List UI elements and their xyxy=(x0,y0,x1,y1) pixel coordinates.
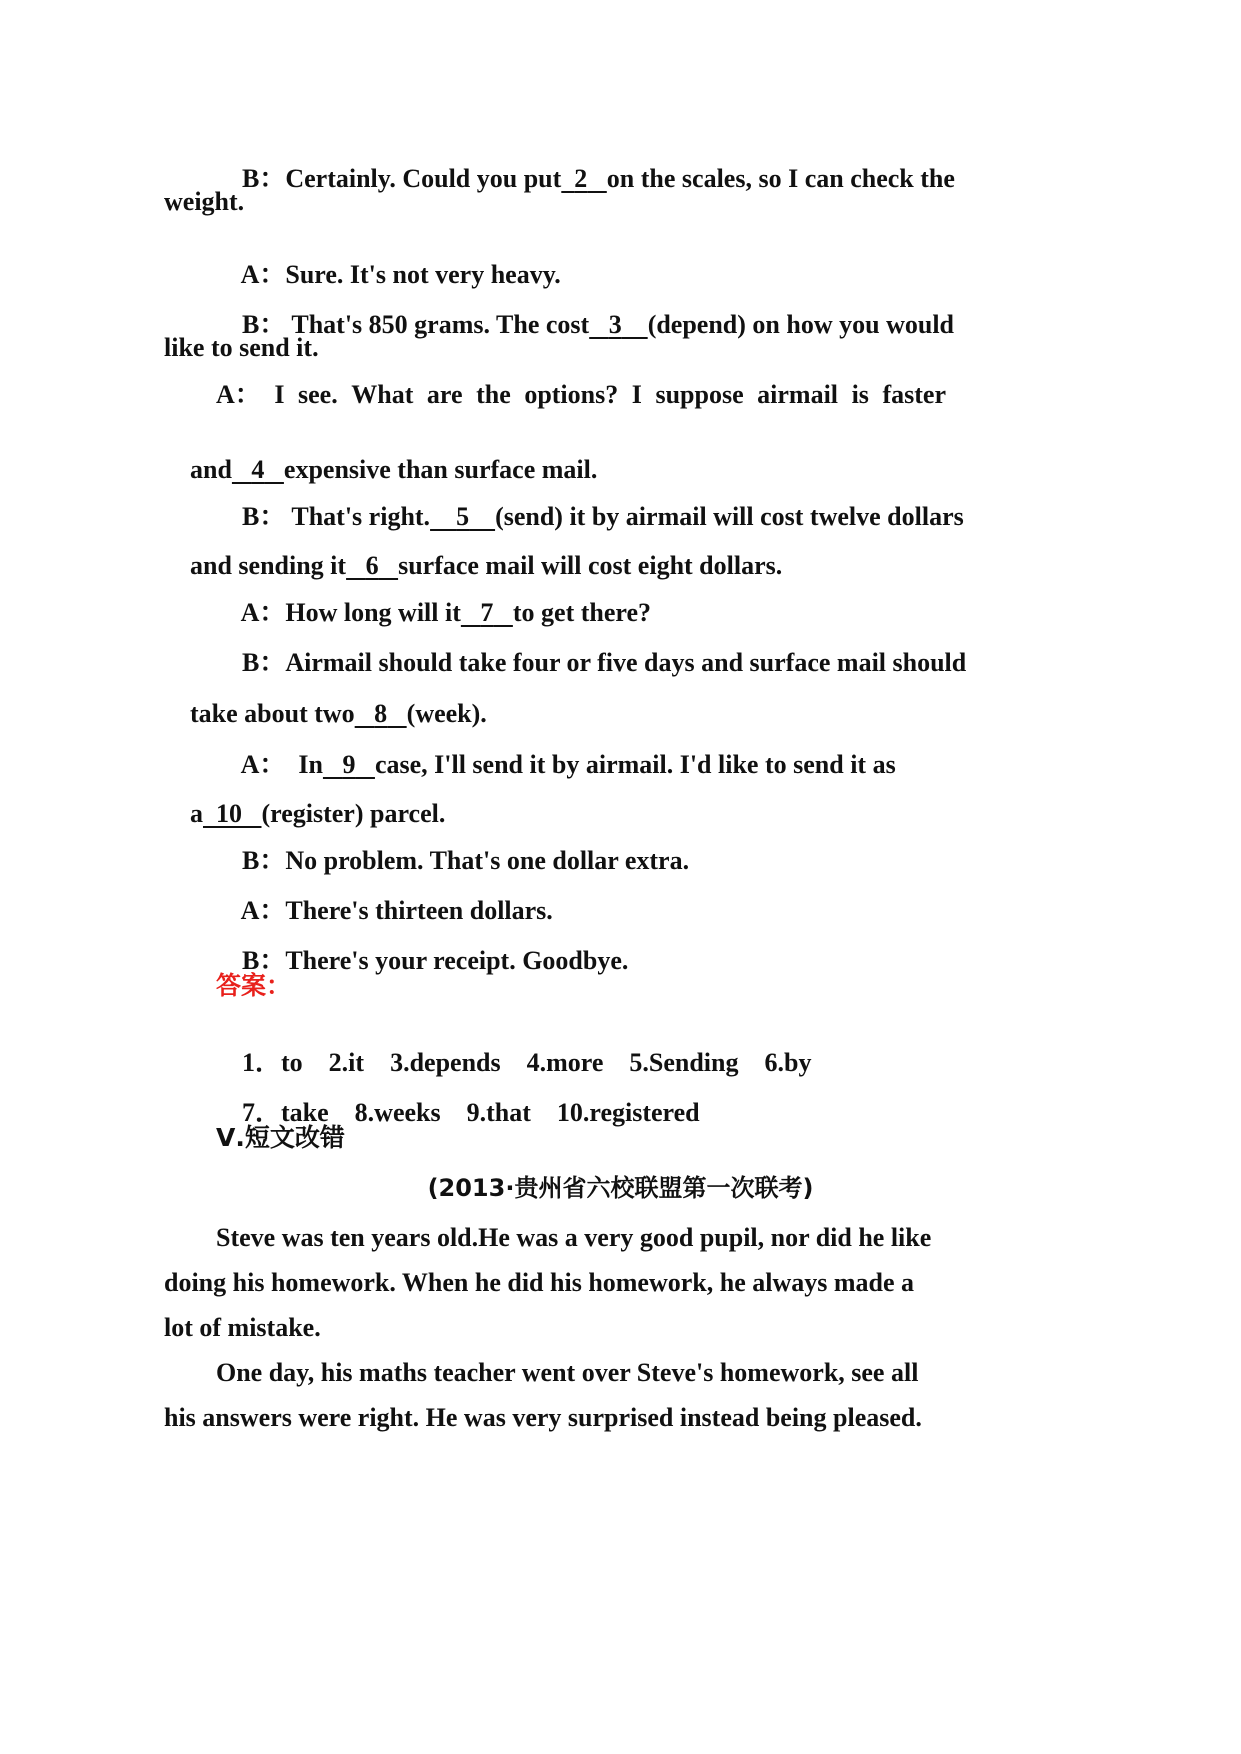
dialog-line: B：Certainly. Could you put 2 on the scales, so I can check the xyxy=(242,164,955,193)
dialog-line: A： I see. What are the options? I suppose airmail is faster xyxy=(216,380,946,409)
source-citation: (2013·贵州省六校联盟第一次联考) xyxy=(427,1174,814,1202)
passage-line: Steve was ten years old.He was a very good pupil, nor did he like xyxy=(216,1223,932,1252)
dialog-line: B：There's your receipt. Goodbye. xyxy=(242,946,629,975)
answer-label: 答案： xyxy=(216,971,292,1000)
speaker-label: B： xyxy=(242,164,286,193)
speaker-label: A： xyxy=(240,260,286,289)
dialog-line: A：There's thirteen dollars. xyxy=(240,896,553,925)
blank-number: 2 xyxy=(574,164,588,193)
speaker-label: A： xyxy=(240,750,286,779)
blank-number: 5 xyxy=(456,502,470,531)
passage-line: lot of mistake. xyxy=(164,1313,321,1342)
dialog-line: B：Airmail should take four or five days and surface mail should xyxy=(242,648,967,677)
dialog-line: A：Sure. It's not very heavy. xyxy=(240,260,561,289)
speaker-label: B： xyxy=(242,310,286,339)
dialog-line: B：No problem. That's one dollar extra. xyxy=(242,846,690,875)
blank-number: 8 xyxy=(374,699,388,728)
speaker-label: B： xyxy=(242,946,286,975)
dialog-line: B： That's right. 5 (send) it by airmail will cost twelve dollars xyxy=(242,502,964,531)
dialog-line-continued: take about two 8 (week). xyxy=(190,699,487,728)
passage-line: One day, his maths teacher went over Steve's homework, see all xyxy=(216,1358,919,1387)
speaker-label: A： xyxy=(240,896,286,925)
speaker-label: A： xyxy=(216,380,261,409)
blank-number: 6 xyxy=(365,551,379,580)
passage-line: doing his homework. When he did his homework, he always made a xyxy=(164,1268,915,1297)
dialog-line: A： In 9 case, I'll send it by airmail. I'd like to send it as xyxy=(240,750,896,779)
speaker-label: B： xyxy=(242,846,286,875)
dialog-line-continued: a 10 (register) parcel. xyxy=(190,799,446,828)
dialog-line-continued: and 4 expensive than surface mail. xyxy=(190,455,598,484)
blank-number: 4 xyxy=(251,455,265,484)
passage-line: his answers were right. He was very surprised instead being pleased. xyxy=(164,1403,922,1432)
dialog-line-continued: weight. xyxy=(164,187,245,216)
blank-number: 7 xyxy=(480,598,494,627)
answer-row: 7．take 8.weeks 9.that 10.registered xyxy=(242,1098,700,1127)
dialog-line: B： That's 850 grams. The cost 3 (depend) on how you would xyxy=(242,310,954,339)
speaker-label: B： xyxy=(242,502,286,531)
answer-row: 1．to 2.it 3.depends 4.more 5.Sending 6.by xyxy=(242,1048,812,1077)
speaker-label: B： xyxy=(242,648,286,677)
dialog-line-continued: like to send it. xyxy=(164,333,319,362)
blank-number: 3 xyxy=(608,310,622,339)
speaker-label: A： xyxy=(240,598,286,627)
dialog-line: A：How long will it 7 to get there? xyxy=(240,598,651,627)
dialog-line-continued: and sending it 6 surface mail will cost eight dollars. xyxy=(190,551,783,580)
section-title: Ⅴ.短文改错 xyxy=(216,1123,345,1152)
blank-number: 10 xyxy=(216,799,242,828)
blank-number: 9 xyxy=(342,750,356,779)
